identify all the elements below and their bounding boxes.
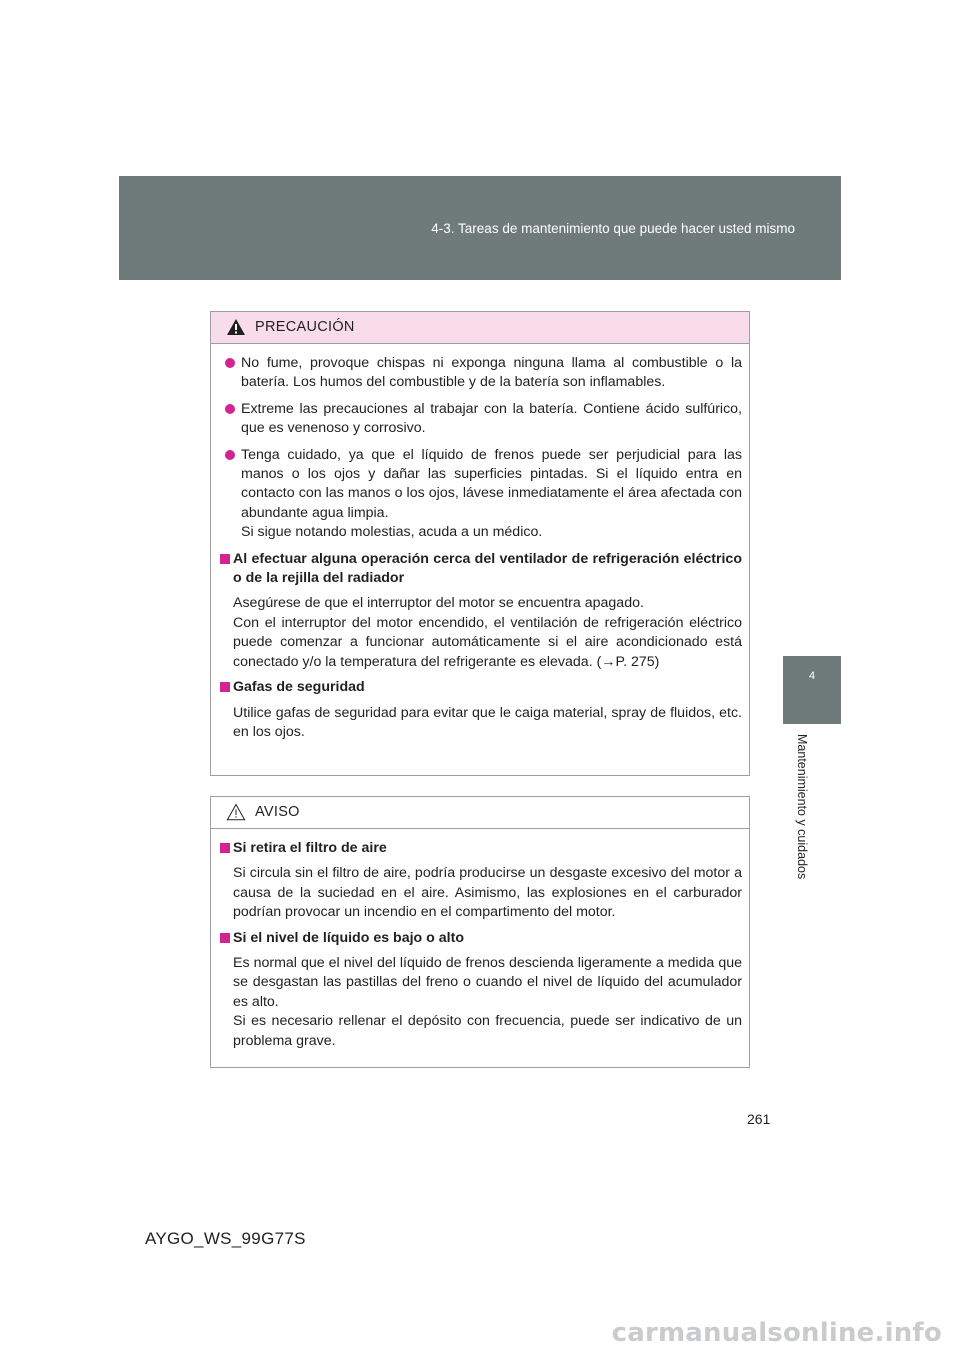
section-heading-text: Gafas de seguridad xyxy=(233,679,365,696)
paragraph: Si es necesario rellenar el depósito con frecuencia, puede ser indicativo de un problema grave. xyxy=(233,1013,742,1049)
warning-filled-icon xyxy=(226,318,246,340)
paragraph: Asegúrese de que el interruptor del motor se encuentra apagado. xyxy=(233,595,644,612)
section-heading xyxy=(219,678,742,697)
section-heading xyxy=(219,929,742,948)
section-heading-text: Si retira el filtro de aire xyxy=(233,840,387,856)
notice-box xyxy=(210,796,750,1068)
section-heading-text: Al efectuar alguna operación cerca del ventilador de refrigeración eléctrico o de la rejilla del radiador xyxy=(233,550,742,587)
section-text xyxy=(219,954,742,1051)
list-item xyxy=(219,354,742,393)
list-item xyxy=(219,446,742,543)
paragraph: Con el interruptor del motor encendido, el ventilación de refrigeración eléctrico puede comenzar a funcionar automáticamente si el aire acondicionado está conectado y/o la temperatura del refrigerante es elevada. (→P. 275) xyxy=(233,614,742,670)
notice-header xyxy=(211,797,749,829)
chapter-label: Mantenimiento y cuidados xyxy=(795,734,809,880)
notice-title: AVISO xyxy=(255,804,300,820)
square-bullet-icon xyxy=(220,682,230,692)
list-item-text: Tenga cuidado, ya que el líquido de frenos puede ser perjudicial para las manos o los ojos y dañar las superficies pintadas. Si el líquido entra en contacto con las manos o los ojos, lávese inmediatamente el área afectada con abundante agua limpia. xyxy=(241,446,742,521)
square-bullet-icon xyxy=(220,554,230,564)
chapter-number: 4 xyxy=(808,670,816,682)
header-band xyxy=(119,176,841,280)
section-text xyxy=(219,704,742,743)
section-text xyxy=(219,864,742,922)
caution-box xyxy=(210,311,750,776)
document-code: AYGO_WS_99G77S xyxy=(145,1229,306,1248)
page-number: 261 xyxy=(747,1111,771,1127)
section-heading xyxy=(219,839,742,858)
caution-title: PRECAUCIÓN xyxy=(255,319,355,335)
paragraph: Utilice gafas de seguridad para evitar que le caiga material, spray de fluidos, etc. en los ojos. xyxy=(233,704,742,740)
caution-header xyxy=(211,312,749,344)
list-item xyxy=(219,400,742,439)
section-title: 4-3. Tareas de mantenimiento que puede hacer usted mismo xyxy=(431,221,795,236)
bullet-dot-icon xyxy=(225,450,235,460)
list-item-text: No fume, provoque chispas ni exponga ninguna llama al combustible o la batería. Los humos del combustible y de la batería son inflamables. xyxy=(241,355,742,391)
section-heading xyxy=(219,550,742,589)
square-bullet-icon xyxy=(220,933,230,943)
bullet-dot-icon xyxy=(225,404,235,414)
section-text xyxy=(219,594,742,672)
list-item-extra: Si sigue notando molestias, acuda a un médico. xyxy=(241,524,543,541)
list-item-text: Extreme las precauciones al trabajar con la batería. Contiene ácido sulfúrico, que es venenoso y corrosivo. xyxy=(241,400,742,437)
caution-body xyxy=(211,344,749,742)
section-heading-text: Si el nivel de líquido es bajo o alto xyxy=(233,929,464,946)
watermark: carmanualsonline.info xyxy=(611,1318,942,1348)
warning-outline-icon xyxy=(226,803,246,825)
paragraph: Si circula sin el filtro de aire, podría producirse un desgaste excesivo del motor a causa de la suciedad en el aire. Asimismo, las explosiones en el carburador podrían provocar un incendio en el compartimento del motor. xyxy=(233,865,742,921)
bullet-dot-icon xyxy=(225,358,235,368)
paragraph: Es normal que el nivel del líquido de frenos descienda ligeramente a medida que se desgastan las pastillas del freno o cuando el nivel de líquido del acumulador es alto. xyxy=(233,955,742,1010)
square-bullet-icon xyxy=(220,843,230,853)
chapter-tab xyxy=(783,656,841,724)
notice-body xyxy=(211,829,749,1051)
